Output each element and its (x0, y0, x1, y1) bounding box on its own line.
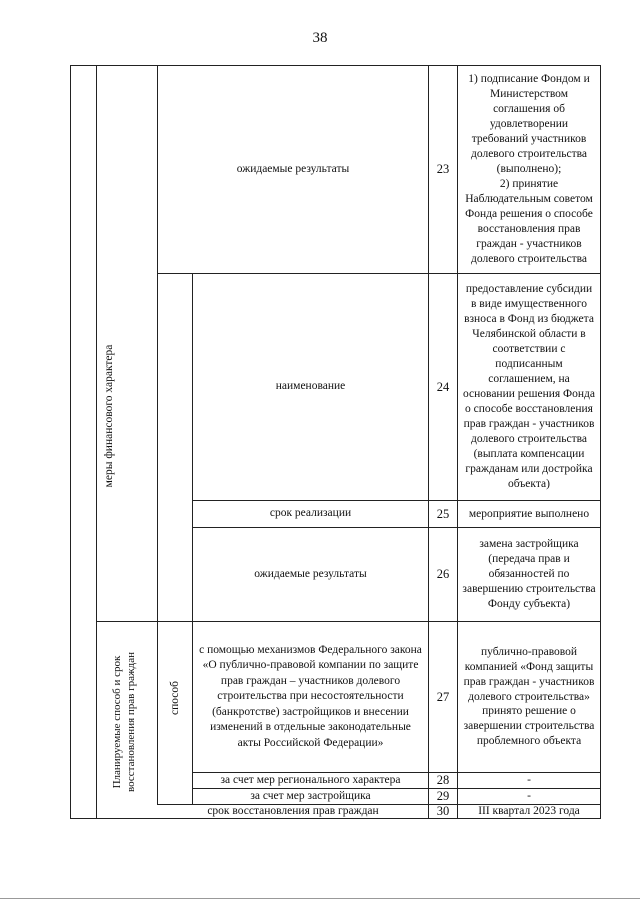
row-25-number: 25 (436, 506, 450, 521)
row-23-label: ожидаемые результаты (236, 162, 350, 175)
row-24-label: наименование (275, 380, 346, 393)
row-30-number: 30 (436, 804, 450, 819)
group-label-method: способ (168, 681, 181, 716)
row-26-value: замена застройщика (передача прав и обязанностей по завершению строительства Фонду субъекта) (462, 538, 596, 610)
row-23-value: 1) подписание Фондом и Министерством соглашения об удовлетворении требований участников долевого строительства (выполнено); 2) принятие Наблюдательным советом Фонда решения о способе восстановления прав граждан - участников долевого строительства (465, 73, 593, 265)
row-26-number: 26 (436, 567, 450, 582)
row-28-label: за счет мер регионального характера (220, 773, 401, 786)
row-27-value: публично-правовой компанией «Фонд защиты прав граждан - участников долевого строительства» принято решение о завершении строительства проблемного объекта (463, 645, 595, 748)
row-30-value: III квартал 2023 года (478, 805, 580, 818)
table-right-border (600, 65, 601, 819)
row-24-value: предоставление субсидии в виде имущественного взноса в Фонд из бюджета Челябинской области в соответствии с подписанным соглашением, на основании решения Фонда о способе восстановления прав граждан - участников долевого строительства (выплата компенсации гражданам или достройка объекта) (463, 283, 595, 490)
row-25-label: срок реализации (269, 507, 352, 520)
row-29-number: 29 (436, 789, 450, 804)
row-25-value: мероприятие выполнено (468, 507, 590, 520)
row-29-value: - (527, 790, 531, 803)
row-28-number: 28 (436, 773, 450, 788)
group-label-financial-measures: меры финансового характера (102, 344, 115, 488)
row-27-label: с помощью механизмов Федерального закона «О публично-правовой компании по защите прав граждан – участников долевого строительства при несостоятельности (банкротстве) застройщиков и внесении изменений в отдельные законодательные акты Российской Федерации» (199, 643, 422, 749)
page-number: 38 (312, 30, 328, 46)
group-label-planned-method: Планируемые способ и срок восстановления прав граждан (110, 652, 137, 792)
row-30-label: срок восстановления прав граждан (207, 804, 379, 817)
row-24-number: 24 (436, 379, 450, 394)
row-28-value: - (527, 774, 531, 787)
row-26-label: ожидаемые результаты (254, 567, 367, 580)
scan-edge-line (0, 898, 640, 899)
row-27-number: 27 (436, 689, 450, 704)
row-23-number: 23 (436, 162, 450, 177)
row-29-label: за счет мер застройщика (250, 789, 371, 802)
table-left-border (70, 65, 71, 819)
